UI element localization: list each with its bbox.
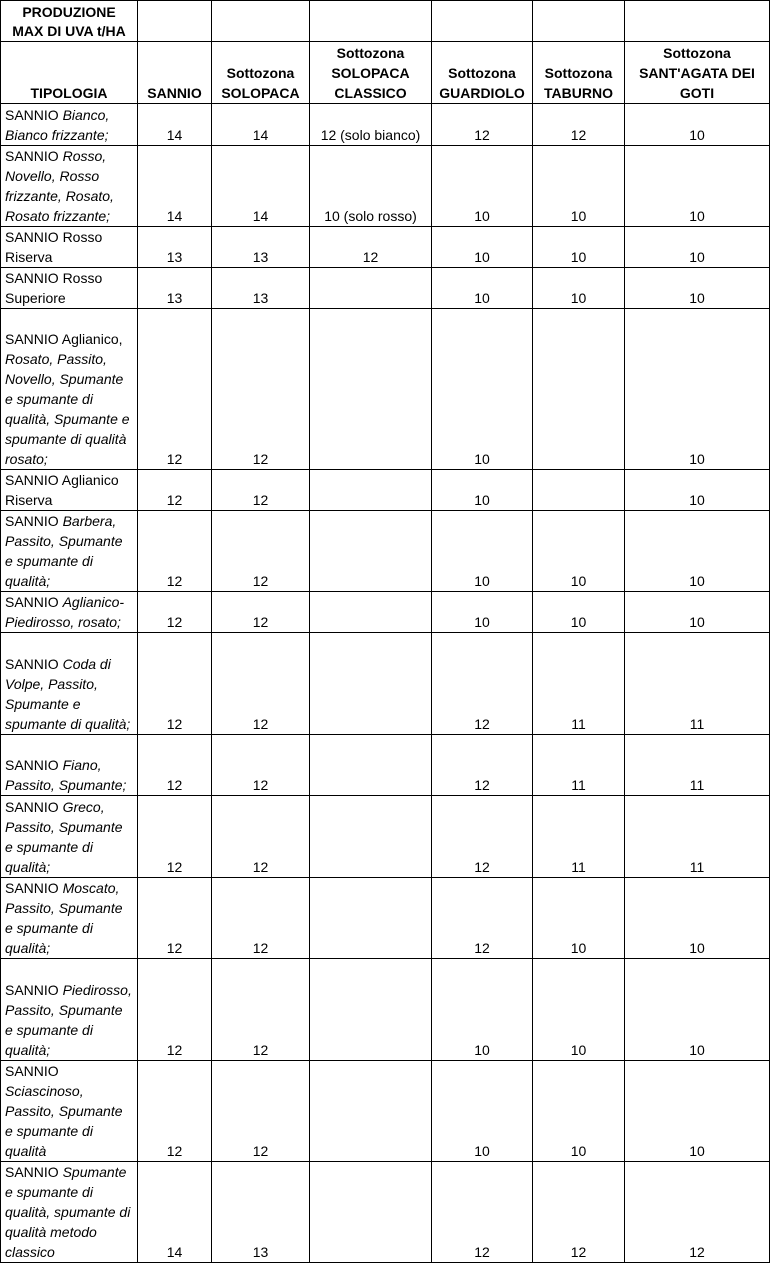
table-row [1,104,770,146]
tipologia-name: SANNIO [5,757,63,773]
tipologia-detail: Barbera, Passito, Spumante e spumante di qualità; [5,513,123,589]
tipologia-name: SANNIO [5,656,63,672]
value-taburno: 10 [533,227,625,268]
value-solopaca: 12 [212,511,310,592]
value-santagata: 10 [625,227,770,268]
tipologia-cell [1,735,138,796]
table-body [1,104,770,1263]
value-sannio: 12 [138,511,212,592]
value-guardiolo: 10 [432,309,533,470]
value-solopaca: 12 [212,309,310,470]
tipologia-name: SANNIO [5,107,63,123]
value-taburno: 11 [533,633,625,735]
tipologia-name: SANNIO Aglianico Riserva [5,472,119,508]
table-row [1,470,770,511]
value-santagata: 11 [625,735,770,796]
tipologia-name: SANNIO [5,513,63,529]
value-taburno: 11 [533,735,625,796]
tipologia-name: SANNIO Rosso Superiore [5,270,103,306]
value-solopaca-classico: 10 (solo rosso) [310,146,432,227]
header-solopaca-classico: Sottozona SOLOPACA CLASSICO [310,42,432,104]
value-solopaca-classico [310,633,432,735]
tipologia-detail: Spumante e spumante di qualità, spumante di qualità metodo classico [5,1164,131,1260]
value-guardiolo: 10 [432,470,533,511]
value-taburno: 10 [533,959,625,1061]
value-sannio: 12 [138,735,212,796]
table-row [1,735,770,796]
tipologia-cell [1,104,138,146]
tipologia-detail: Fiano, Passito, Spumante; [5,757,127,793]
value-guardiolo: 12 [432,796,533,878]
value-guardiolo: 10 [432,959,533,1061]
value-solopaca-classico [310,511,432,592]
value-sannio: 14 [138,1162,212,1263]
value-solopaca-classico [310,735,432,796]
value-sannio: 14 [138,146,212,227]
value-sannio: 14 [138,104,212,146]
value-guardiolo: 10 [432,511,533,592]
tipologia-name: SANNIO [5,982,63,998]
value-santagata: 10 [625,959,770,1061]
tipologia-name: SANNIO [5,799,63,815]
value-solopaca: 12 [212,735,310,796]
tipologia-cell [1,592,138,633]
tipologia-detail: Rosato, Passito, Novello, Spumante e spumante di qualità, Spumante e spumante di qualità rosato; [5,351,130,467]
value-santagata: 12 [625,1162,770,1263]
table-row [1,878,770,959]
value-santagata: 11 [625,796,770,878]
tipologia-cell [1,227,138,268]
value-guardiolo: 10 [432,1061,533,1162]
tipologia-cell [1,309,138,470]
value-sannio: 12 [138,959,212,1061]
tipologia-cell [1,959,138,1061]
header-guardiolo: Sottozona GUARDIOLO [432,42,533,104]
value-guardiolo: 10 [432,268,533,309]
tipologia-cell [1,268,138,309]
value-sannio: 12 [138,878,212,959]
value-sannio: 12 [138,309,212,470]
value-taburno [533,470,625,511]
header-santagata: Sottozona SANT'AGATA DEI GOTI [625,42,770,104]
tipologia-detail: Piedirosso, Passito, Spumante e spumante di qualità; [5,982,132,1058]
value-taburno: 12 [533,1162,625,1263]
value-solopaca-classico [310,796,432,878]
tipologia-cell [1,146,138,227]
value-solopaca-classico [310,959,432,1061]
tipologia-name: SANNIO [5,148,63,164]
tipologia-detail: Aglianico-Piedirosso, rosato; [5,594,125,630]
value-taburno: 10 [533,268,625,309]
tipologia-cell [1,1061,138,1162]
empty-cell [533,1,625,42]
value-solopaca-classico: 12 [310,227,432,268]
value-santagata: 10 [625,146,770,227]
table-row [1,146,770,227]
value-solopaca-classico: 12 (solo bianco) [310,104,432,146]
value-guardiolo: 12 [432,878,533,959]
tipologia-name: SANNIO [5,1063,59,1079]
value-guardiolo: 12 [432,1162,533,1263]
tipologia-detail: Coda di Volpe, Passito, Spumante e spumante di qualità; [5,656,131,732]
value-solopaca: 13 [212,1162,310,1263]
tipologia-detail: Rosso, Novello, Rosso frizzante, Rosato, Rosato frizzante; [5,148,114,224]
value-solopaca: 12 [212,1061,310,1162]
value-solopaca: 13 [212,268,310,309]
value-solopaca-classico [310,592,432,633]
value-santagata: 10 [625,878,770,959]
value-solopaca: 12 [212,796,310,878]
value-guardiolo: 10 [432,592,533,633]
tipologia-detail: Moscato, Passito, Spumante e spumante di qualità; [5,880,123,956]
value-santagata: 11 [625,633,770,735]
value-santagata: 10 [625,511,770,592]
tipologia-detail: Sciascinoso, Passito, Spumante e spumante di qualità [5,1083,123,1159]
title-row [1,1,770,42]
value-santagata: 10 [625,592,770,633]
value-santagata: 10 [625,309,770,470]
value-taburno: 11 [533,796,625,878]
value-solopaca: 12 [212,959,310,1061]
value-santagata: 10 [625,1061,770,1162]
tipologia-name: SANNIO [5,880,63,896]
value-sannio: 12 [138,592,212,633]
tipologia-cell [1,470,138,511]
value-guardiolo: 10 [432,227,533,268]
value-solopaca-classico [310,268,432,309]
value-sannio: 12 [138,1061,212,1162]
value-solopaca-classico [310,1061,432,1162]
tipologia-cell [1,878,138,959]
tipologia-name: SANNIO Rosso Riserva [5,229,103,265]
tipologia-detail: Greco, Passito, Spumante e spumante di qualità; [5,799,123,875]
value-solopaca: 12 [212,633,310,735]
table-row [1,1162,770,1263]
header-tipologia: TIPOLOGIA [1,42,138,104]
value-solopaca: 14 [212,104,310,146]
value-solopaca-classico [310,878,432,959]
empty-cell [432,1,533,42]
value-solopaca: 14 [212,146,310,227]
value-taburno: 10 [533,1061,625,1162]
value-sannio: 13 [138,268,212,309]
value-solopaca: 13 [212,227,310,268]
tipologia-cell [1,511,138,592]
empty-cell [625,1,770,42]
tipologia-cell [1,1162,138,1263]
value-guardiolo: 12 [432,633,533,735]
table-row [1,1061,770,1162]
empty-cell [138,1,212,42]
value-sannio: 12 [138,470,212,511]
value-solopaca-classico [310,309,432,470]
header-solopaca: Sottozona SOLOPACA [212,42,310,104]
value-santagata: 10 [625,104,770,146]
value-taburno: 12 [533,104,625,146]
value-taburno [533,309,625,470]
table-row [1,633,770,735]
tipologia-detail: Bianco, Bianco frizzante; [5,107,110,143]
header-sannio: SANNIO [138,42,212,104]
tipologia-name: SANNIO [5,594,63,610]
table-row [1,268,770,309]
tipologia-name: SANNIO Aglianico, [5,331,123,347]
table-title: PRODUZIONE MAX DI UVA t/HA [1,1,138,42]
value-santagata: 10 [625,470,770,511]
value-solopaca-classico [310,1162,432,1263]
tipologia-cell [1,796,138,878]
value-solopaca: 12 [212,470,310,511]
value-sannio: 12 [138,633,212,735]
table-row [1,511,770,592]
value-guardiolo: 12 [432,735,533,796]
value-taburno: 10 [533,146,625,227]
table-row [1,227,770,268]
empty-cell [310,1,432,42]
tipologia-cell [1,633,138,735]
empty-cell [212,1,310,42]
tipologia-name: SANNIO [5,1164,63,1180]
header-taburno: Sottozona TABURNO [533,42,625,104]
value-sannio: 13 [138,227,212,268]
value-guardiolo: 10 [432,146,533,227]
value-solopaca: 12 [212,878,310,959]
table-row [1,592,770,633]
value-taburno: 10 [533,511,625,592]
value-sannio: 12 [138,796,212,878]
value-santagata: 10 [625,268,770,309]
value-guardiolo: 12 [432,104,533,146]
table-row [1,796,770,878]
value-taburno: 10 [533,592,625,633]
header-row [1,42,770,104]
table-row [1,309,770,470]
value-solopaca-classico [310,470,432,511]
table-row [1,959,770,1061]
value-solopaca: 12 [212,592,310,633]
value-taburno: 10 [533,878,625,959]
